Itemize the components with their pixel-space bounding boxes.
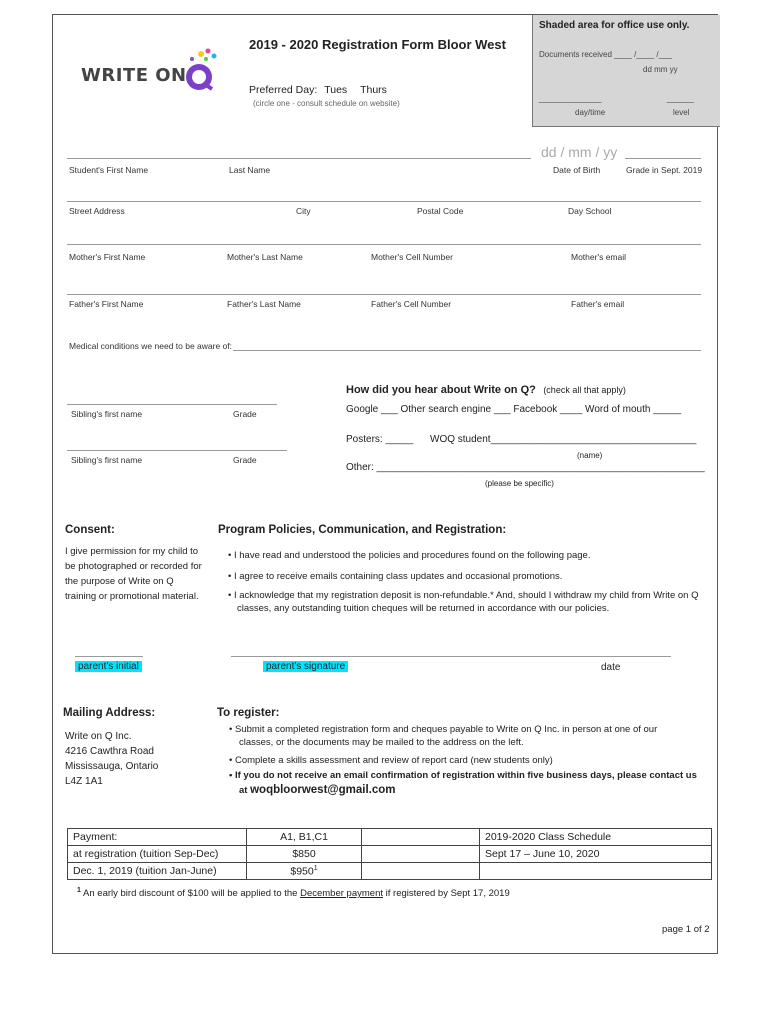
medical-line[interactable] — [233, 350, 701, 351]
footnote — [77, 887, 510, 899]
table-cell-value: $950 — [290, 865, 314, 878]
parent-initial-label — [75, 661, 142, 672]
dob-label: Date of Birth — [553, 165, 601, 175]
father-line[interactable] — [67, 294, 701, 295]
office-day-time-blank: ______________ — [539, 94, 602, 103]
sibling1-line[interactable] — [67, 404, 277, 405]
mailing-line: Mississauga, Ontario — [65, 761, 159, 772]
last-name-label: Last Name — [229, 165, 271, 175]
policy-item: • I have read and understood the policies and procedures found on the following page. — [228, 550, 591, 561]
woq-student-field[interactable]: WOQ student_____________________________________ — [430, 434, 697, 445]
sibling1-grade-label: Grade — [233, 409, 257, 419]
policy-item: • I acknowledge that my registration deposit is non-refundable.* And, should I withdraw my child from Write on Q classes, any outstanding tuition cheques will be returned in accordance with our policies. — [228, 590, 699, 614]
policy-item-text: I agree to receive emails containing class updates and occasional promotions. — [233, 571, 563, 582]
mailing-line: 4216 Cawthra Road — [65, 746, 154, 757]
preferred-day — [249, 84, 387, 96]
day-tues[interactable]: Tues — [324, 84, 348, 96]
posters-field[interactable]: Posters: _____ — [346, 434, 414, 445]
parent-signature-label — [263, 661, 348, 672]
table-cell — [480, 863, 712, 880]
father-first-label: Father's First Name — [69, 299, 144, 309]
parent-initial-text: parent's initial — [75, 661, 142, 672]
table-cell: at registration (tuition Sep-Dec) — [68, 846, 247, 863]
grade-line[interactable] — [625, 158, 701, 159]
address-line[interactable] — [67, 201, 701, 202]
consent-text: I give permission for my child to be photographed or recorded for the purpose of Write on Q training or promotional material. — [65, 546, 202, 602]
dob-placeholder: dd / mm / yy — [541, 144, 618, 160]
father-email-label: Father's email — [571, 299, 625, 309]
preferred-day-label: Preferred Day: — [249, 84, 318, 96]
footnote-mark: 1 — [77, 887, 81, 894]
office-date-format: dd mm yy — [643, 65, 678, 74]
table-cell: Dec. 1, 2019 (tuition Jan-June) — [68, 863, 247, 880]
sibling2-line[interactable] — [67, 450, 287, 451]
mailing-line: Write on Q Inc. — [65, 731, 132, 742]
student-first-name-label: Student's First Name — [69, 165, 149, 175]
footnote-link[interactable]: December payment — [300, 888, 383, 900]
mother-email-label: Mother's email — [571, 252, 627, 262]
postal-label: Postal Code — [417, 206, 464, 216]
father-cell-label: Father's Cell Number — [371, 299, 452, 309]
policies-title: Program Policies, Communication, and Registration: — [218, 524, 507, 536]
mother-first-label: Mother's First Name — [69, 252, 146, 262]
table-cell: Sept 17 – June 10, 2020 — [480, 846, 712, 863]
table-cell — [362, 829, 480, 846]
street-label: Street Address — [69, 206, 125, 216]
footnote-ref: 1 — [313, 864, 318, 872]
signature-line[interactable] — [231, 656, 671, 657]
footnote-text: An early bird discount of $100 will be applied to the — [83, 888, 298, 900]
office-use-box — [532, 15, 720, 127]
table-cell — [362, 846, 480, 863]
office-level-blank: ______ — [667, 94, 694, 103]
register-title: To register: — [217, 707, 280, 719]
other-specific-label: (please be specific) — [485, 479, 554, 488]
grade-label: Grade in Sept. 2019 — [626, 165, 703, 175]
register-item: • Complete a skills assessment and review of report card (new students only) — [229, 755, 553, 766]
hear-heading — [346, 380, 626, 398]
footnote-end: if registered by Sept 17, 2019 — [385, 888, 510, 900]
table-cell: $850 — [247, 846, 362, 863]
other-field[interactable]: Other: ___________________________________________________________ — [346, 462, 705, 473]
sibling2-grade-label: Grade — [233, 455, 257, 465]
table-row — [68, 863, 712, 880]
student-name-line[interactable] — [67, 158, 531, 159]
day-school-label: Day School — [568, 206, 612, 216]
day-thurs[interactable]: Thurs — [360, 84, 387, 96]
register-item-text: Submit a completed registration form and cheques payable to Write on Q Inc. in person at one of our classes, or the documents may be mailed to the address on the left. — [234, 724, 658, 748]
table-cell: A1, B1,C1 — [247, 829, 362, 846]
policy-item: • I agree to receive emails containing class updates and occasional promotions. — [228, 571, 563, 582]
parent-signature-text: parent's signature — [263, 661, 348, 672]
mother-last-label: Mother's Last Name — [227, 252, 303, 262]
payment-table — [67, 828, 712, 880]
mailing-address — [65, 729, 158, 789]
mailing-line: L4Z 1A1 — [65, 776, 103, 787]
consent-title: Consent: — [65, 524, 115, 536]
woq-name-label: (name) — [577, 451, 603, 460]
day-time-label: day/time — [575, 108, 606, 117]
policy-item-text: I acknowledge that my registration deposit is non-refundable.* And, should I withdraw my child from Write on Q classes, any outstanding tuition cheques will be returned in accordance with our policies. — [233, 590, 699, 614]
hear-options-row[interactable]: Google ___ Other search engine ___ Facebook ____ Word of mouth _____ — [346, 404, 682, 415]
form-title: 2019 - 2020 Registration Form Bloor West — [249, 37, 506, 52]
table-cell: Payment: — [68, 829, 247, 846]
register-item-bold: • If you do not receive an email confirmation of registration within five business days, please contact us at woqbloorwest@gmail.com — [229, 770, 697, 796]
logo-text: WRITE ON — [81, 65, 187, 86]
father-last-label: Father's Last Name — [227, 299, 301, 309]
preferred-hint: (circle one - consult schedule on website) — [253, 99, 400, 108]
table-cell — [247, 863, 362, 880]
mailing-title: Mailing Address: — [63, 707, 156, 719]
documents-received: Documents received ____ /____ /___ — [539, 50, 672, 59]
page-number: page 1 of 2 — [662, 924, 710, 935]
initial-line[interactable] — [75, 656, 143, 657]
register-bold-text: If you do not receive an email confirmation of registration within five business days, please contact us at — [234, 770, 697, 796]
office-title: Shaded area for office use only. — [539, 20, 690, 31]
date-label: date — [601, 662, 621, 673]
table-row — [68, 829, 712, 846]
mother-cell-label: Mother's Cell Number — [371, 252, 453, 262]
hear-hint: (check all that apply) — [543, 385, 626, 395]
table-row — [68, 846, 712, 863]
register-item-text: Complete a skills assessment and review of report card (new students only) — [234, 755, 553, 766]
medical-label: Medical conditions we need to be aware of: — [69, 341, 233, 351]
register-item: • Submit a completed registration form and cheques payable to Write on Q Inc. in person at one of our classes, or the documents may be mailed to the address on the left. — [229, 724, 658, 748]
table-cell — [362, 863, 480, 880]
registration-form-page — [52, 14, 718, 954]
sibling1-name-label: Sibling's first name — [71, 409, 143, 419]
mother-line[interactable] — [67, 244, 701, 245]
table-cell: 2019-2020 Class Schedule — [480, 829, 712, 846]
sibling2-name-label: Sibling's first name — [71, 455, 143, 465]
hear-title: How did you hear about Write on Q? — [346, 384, 536, 396]
contact-email[interactable]: woqbloorwest@gmail.com — [250, 784, 396, 796]
city-label: City — [296, 206, 311, 216]
policy-item-text: I have read and understood the policies and procedures found on the following page. — [233, 550, 591, 561]
level-label: level — [673, 108, 690, 117]
write-on-q-logo — [81, 45, 221, 95]
